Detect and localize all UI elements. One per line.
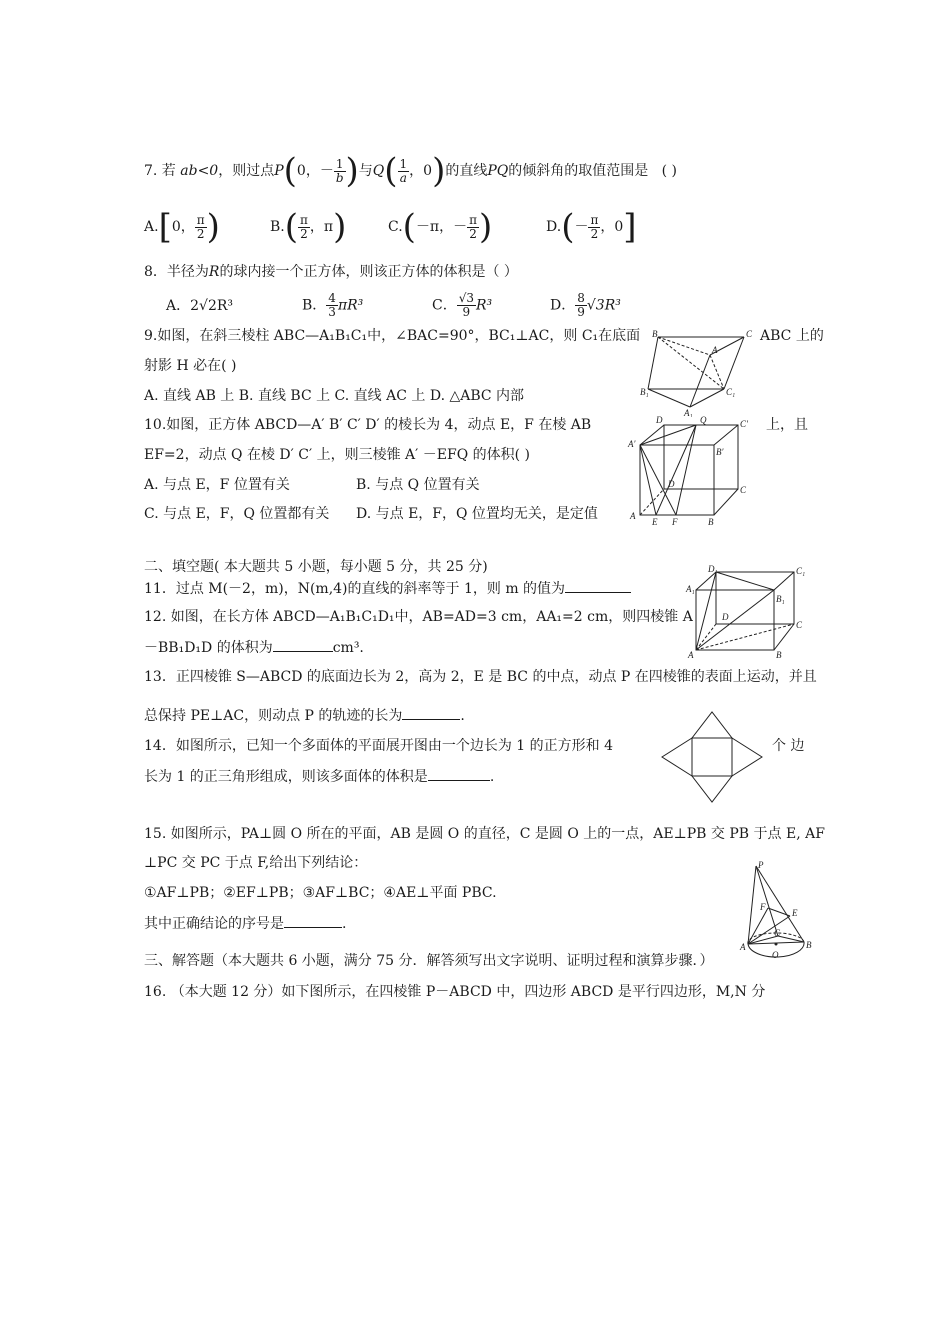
q10-option-d: D. 与点 E，F，Q 位置均无关，是定值: [356, 506, 598, 522]
fig10-label-e: E: [652, 517, 658, 527]
q12-line2: －BB₁D₁D 的体积为 cm³.: [144, 637, 364, 658]
fig10-label-q: Q: [700, 415, 707, 425]
q15-line1: 15. 如图所示，PA⊥圆 O 所在的平面，AB 是圆 O 的直径，C 是圆 O 上的一点，AE⊥PB 交 PB 于点 E, AF: [144, 826, 825, 842]
fig15-label-o: O: [772, 950, 779, 960]
fig9-label-a: A: [712, 345, 718, 355]
q7-stem: 7. 若 ab<0，则过点P(0，－ $\frac{1}{b}$ )与Q( $\frac{1}{a}$ ，0)的直线PQ的倾斜角的取值范围是 ( ): [144, 151, 677, 191]
q12-line1: 12. 如图，在长方体 ABCD—A₁B₁C₁D₁中，AB=AD=3 cm，AA₁=2 cm，则四棱锥 A: [144, 609, 693, 625]
section-2-heading: 二、填空题( 本大题共 5 小题，每小题 5 分，共 25 分): [144, 559, 488, 575]
q10-line1: 10.如图，正方体 ABCD—A′ B′ C′ D′ 的棱长为 4，动点 E，F 在棱 AB: [144, 417, 592, 433]
q13-answer-blank[interactable]: [402, 705, 460, 720]
q10-line1-tail: 上，且: [766, 417, 808, 433]
fig9-label-a1: A₁: [684, 408, 693, 417]
q9-options: A. 直线 AB 上 B. 直线 BC 上 C. 直线 AC 上 D. △ABC 内部: [144, 388, 525, 404]
q13-line1: 13．正四棱锥 S—ABCD 的底面边长为 2，高为 2，E 是 BC 的中点，动点 P 在四棱锥的表面上运动，并且: [144, 669, 817, 685]
fig9-label-c: C: [746, 329, 753, 339]
fig15-label-b: B: [806, 940, 812, 950]
fig12-label-a: A: [688, 650, 694, 660]
q8-option-d: D． $\frac{8}{9}$ √3R³: [550, 291, 621, 319]
q7-option-a: A.[0， $\frac{\pi}{2}$ ): [144, 207, 220, 247]
q10-option-b: B. 与点 Q 位置有关: [356, 477, 480, 493]
fig10-label-c: C: [740, 485, 747, 495]
fig9-label-b: B: [652, 329, 658, 339]
q8-option-c: C． $\frac{√3}{9}$ R³: [432, 291, 493, 319]
q15-answer-blank[interactable]: [284, 913, 342, 928]
q14-line1: 14．如图所示，已知一个多面体的平面展开图由一个边长为 1 的正方形和 4: [144, 738, 613, 754]
figure-oblique-prism: [640, 325, 760, 417]
q14-line2: 长为 1 的正三角形组成，则该多面体的体积是 .: [144, 766, 494, 787]
fig12-label-c: C: [796, 620, 803, 630]
q7-option-c: C.(－π，－ $\frac{\pi}{2}$ ): [388, 207, 493, 247]
fig10-label-b1: B′: [716, 447, 724, 457]
q15-line3: ①AF⊥PB；②EF⊥PB；③AF⊥BC；④AE⊥平面 PBC.: [144, 885, 497, 901]
fig15-label-c: C: [774, 928, 781, 938]
q8-option-b: B． $\frac{4}{3}$ πR³: [302, 291, 364, 319]
q9-line1: 9.如图，在斜三棱柱 ABC—A₁B₁C₁中，∠BAC=90°，BC₁⊥AC，则 C₁在底面: [144, 328, 641, 344]
q9-line1-tail: ABC 上的: [760, 328, 824, 344]
q16: 16. （本大题 12 分）如下图所示，在四棱锥 P－ABCD 中，四边形 ABCD 是平行四边形，M,N 分: [144, 984, 766, 1000]
fig15-label-a: A: [740, 942, 746, 952]
q11: 11．过点 M(－2，m)，N(m,4)的直线的斜率等于 1，则 m 的值为: [144, 578, 631, 599]
q12-answer-blank[interactable]: [273, 637, 333, 652]
fig12-label-b: B: [776, 650, 782, 660]
q7-option-d: D.(－ $\frac{\pi}{2}$ ，0]: [546, 207, 637, 247]
q9-line2: 射影 H 必在( ): [144, 358, 237, 374]
q7-option-b: B.( $\frac{\pi}{2}$ ，π): [270, 207, 347, 247]
figure-cube: [626, 413, 762, 529]
q10-option-c: C. 与点 E，F，Q 位置都有关: [144, 506, 330, 522]
q15-line4: 其中正确结论的序号是 .: [144, 913, 346, 934]
fig10-label-c1: C′: [740, 419, 748, 429]
fig12-label-b1: B₁: [776, 594, 785, 604]
q14-answer-blank[interactable]: [428, 766, 490, 781]
figure-cuboid: [684, 564, 814, 660]
q11-answer-blank[interactable]: [565, 578, 631, 593]
fig12-label-c1: C₁: [796, 566, 806, 576]
q8-stem: 8．半径为R的球内接一个正方体，则该正方体的体积是（ ）: [144, 264, 518, 280]
fig10-label-a: A: [630, 511, 636, 521]
q14-line1-tail: 个 边: [772, 738, 805, 754]
fig15-label-f: F: [760, 902, 766, 912]
fig9-label-b1: B₁: [640, 387, 649, 397]
fig10-label-d: D: [656, 415, 663, 425]
q8-option-a: A．2√2R³: [166, 298, 233, 314]
fig12-label-d: D: [722, 612, 729, 622]
q13-line2: 总保持 PE⊥AC，则动点 P 的轨迹的长为 .: [144, 705, 465, 726]
q15-line2: ⊥PC 交 PC 于点 F,给出下列结论：: [144, 855, 368, 871]
q10-option-a: A. 与点 E，F 位置有关: [144, 477, 290, 493]
fig15-label-e: E: [792, 908, 798, 918]
fig10-label-a1: A′: [628, 439, 636, 449]
fig12-label-a1: A₁: [686, 584, 695, 594]
fig10-label-b: B: [708, 517, 714, 527]
fig9-label-c1: C₁: [726, 387, 736, 397]
q10-line2: EF=2，动点 Q 在棱 D′ C′ 上，则三棱锥 A′ －EFQ 的体积( ): [144, 447, 531, 463]
section-3-heading: 三、解答题（本大题共 6 小题，满分 75 分．解答须写出文字说明、证明过程和演算步骤．）: [144, 953, 714, 969]
fig10-label-f: F: [672, 517, 678, 527]
figure-cone-circle: [738, 858, 818, 962]
fig15-label-p: P: [758, 860, 764, 870]
fig12-label-d1: D₁: [708, 564, 718, 574]
figure-net-square-triangles: [660, 710, 764, 804]
fig10-label-d-bottom: D: [668, 479, 675, 489]
